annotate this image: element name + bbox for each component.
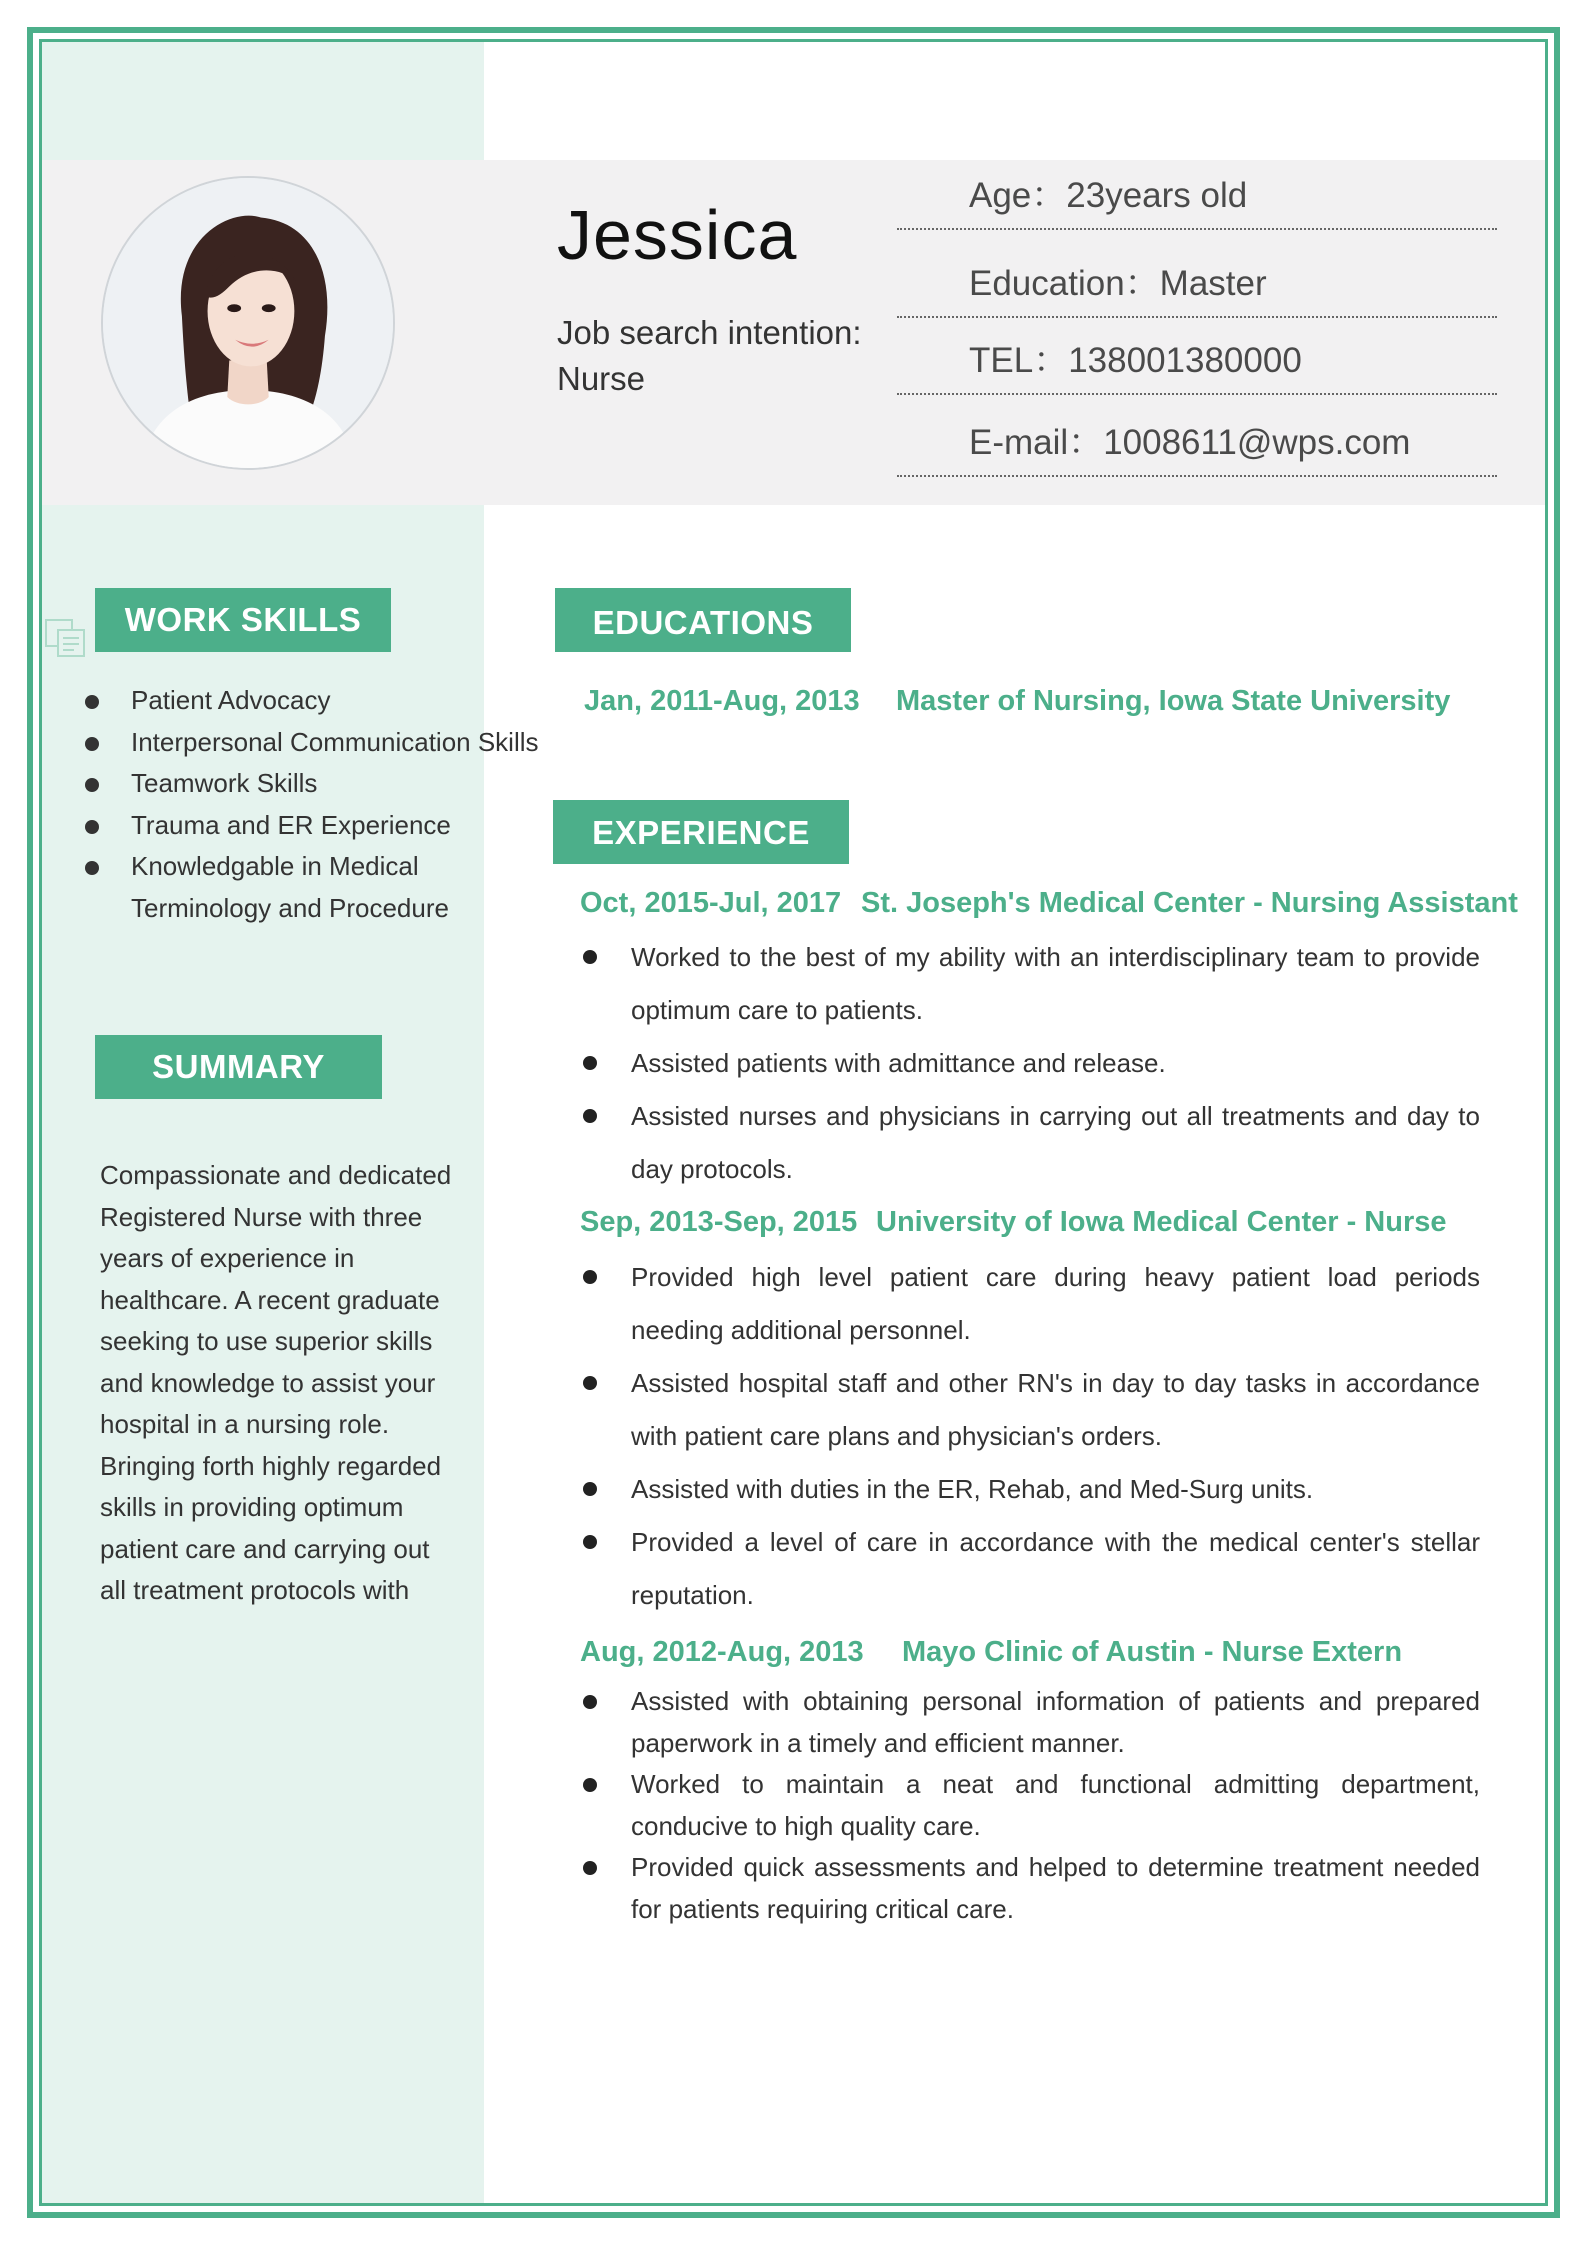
duty-item: Assisted with duties in the ER, Rehab, and Med-Surg units. [580,1463,1480,1516]
info-email: E-mail：1008611@wps.com [969,423,1411,462]
job-period: Oct, 2015-Jul, 2017 [580,887,842,919]
info-tel: TEL：138001380000 [969,341,1302,380]
job-duties-list [580,931,1480,1196]
candidate-name: Jessica [557,196,798,274]
job-period: Sep, 2013-Sep, 2015 [580,1206,858,1238]
skill-item: Interpersonal Communication Skills [85,722,565,764]
info-education: Education：Master [969,264,1267,303]
job-duties-list [580,1681,1480,1930]
duty-item: Assisted hospital staff and other RN's in day to day tasks in accordance with patient care plans and physician's orders. [580,1357,1480,1463]
duty-item: Assisted nurses and physicians in carrying out all treatments and day to day protocols. [580,1090,1480,1196]
job-period: Aug, 2012-Aug, 2013 [580,1636,864,1668]
job-title: University of Iowa Medical Center - Nurse [876,1206,1447,1238]
duty-item: Provided high level patient care during heavy patient load periods needing additional personnel. [580,1251,1480,1357]
skill-item: Teamwork Skills [85,763,565,805]
work-skills-heading: WORK SKILLS [95,588,391,652]
job-header [580,1206,1447,1239]
copy-icon[interactable] [44,618,88,658]
info-age: Age：23years old [969,176,1248,215]
skill-item: Knowledgable in Medical Terminology and Procedure [85,846,481,929]
duty-item: Worked to the best of my ability with an interdisciplinary team to provide optimum care to patients. [580,931,1480,1037]
info-row-age [897,150,1497,230]
work-skills-list [85,680,565,929]
job-title: Mayo Clinic of Austin - Nurse Extern [902,1636,1403,1668]
job-title: St. Joseph's Medical Center - Nursing Assistant [861,887,1518,919]
duty-item: Assisted patients with admittance and release. [580,1037,1480,1090]
duty-item: Worked to maintain a neat and functional admitting department, conducive to high quality care. [580,1764,1480,1847]
job-header [580,1636,1403,1669]
job-intention [557,310,887,402]
skill-item: Trauma and ER Experience [85,805,565,847]
summary-heading: SUMMARY [95,1035,382,1099]
job-header [580,887,1518,920]
education-period: Jan, 2011-Aug, 2013 [584,685,860,717]
job-intention-label: Job search intention: [557,314,862,351]
summary-text: Compassionate and dedicated Registered Nurse with three years of experience in healthcare. A recent graduate seeking to use superior skills and knowledge to assist your hospital in a nursing role. Bringing forth highly regarded skills in providing optimum patient care and carrying out all treatment protocols with [100,1160,452,1605]
experience-heading: EXPERIENCE [553,800,849,864]
job-duties-list [580,1251,1480,1622]
duty-item: Provided quick assessments and helped to determine treatment needed for patients requiring critical care. [580,1847,1480,1930]
job-intention-value: Nurse [557,360,646,397]
avatar [101,176,395,470]
info-row-email [897,397,1497,477]
duty-item: Provided a level of care in accordance with the medical center's stellar reputation. [580,1516,1480,1622]
skill-item: Patient Advocacy [85,680,565,722]
duty-item: Assisted with obtaining personal information of patients and prepared paperwork in a timely and efficient manner. [580,1681,1480,1764]
portrait-photo [103,178,393,468]
info-row-education [897,238,1497,318]
info-row-tel [897,315,1497,395]
education-degree: Master of Nursing, Iowa State University [896,685,1451,717]
educations-heading: EDUCATIONS [555,588,851,652]
